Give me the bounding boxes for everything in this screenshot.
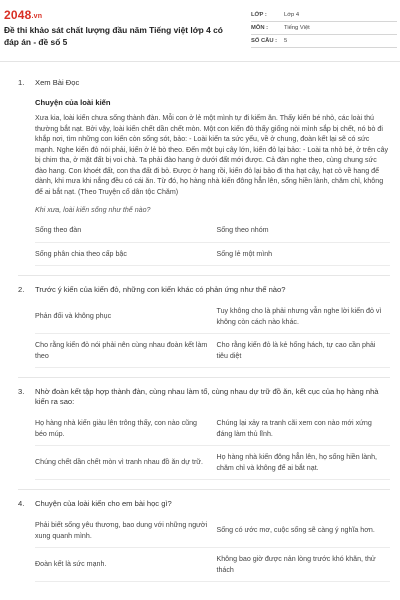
meta-row-count [251, 35, 397, 48]
question-number: 2. [18, 285, 25, 294]
logo-main: 2048 [4, 8, 32, 22]
logo-suffix: .vn [31, 13, 43, 20]
meta-value: Lớp 4 [284, 12, 300, 18]
answer-option[interactable]: Sống theo nhóm [213, 219, 391, 243]
answer-option[interactable]: Tuy không cho là phải nhưng vẫn nghe lời kiến đỏ vì không còn cách nào khác. [213, 300, 391, 334]
question-3-header [18, 387, 390, 407]
question-4-header [18, 499, 390, 509]
question-divider [18, 275, 390, 276]
answer-option[interactable]: Sống theo đàn [35, 219, 213, 243]
meta-row-class [251, 9, 397, 22]
meta-table [251, 9, 397, 48]
question-list [18, 78, 390, 582]
answer-options [35, 300, 390, 368]
passage-text: Xưa kia, loài kiến chưa sống thành đàn. Mỗi con ở lẻ một mình tự đi kiếm ăn. Thấy kiến bé nhỏ, các loài thú thường bắt nạt. Bởi vậy, loài kiến chết dần chết mòn. Một con kiến đỏ thấy giống nòi mình sắp bị chết, nó bò đi khắp nơi, tìm những con kiến còn sống sót, bảo: - Loài kiến ta sức yếu, về ở chung, đoàn kết lại sẽ có sức mạnh. Nghe kiến đỏ nói phải, kiến ở lẻ bò theo. Đến một bụi cây lớn, kiến đỏ lại bảo: - Loài ta nhỏ bé, ở trên cây bị chim tha, ở mặt đất bị voi chà. Ta phải đào hang ở dưới đất mới được. Cả đàn nghe theo, cùng chung sức đào hang. Con khoét đất, con tha đất đi bỏ. Được ở hang rồi, kiến đỏ lại bảo đi tha hạt cây, hạt cỏ về hang để dành, khi mưa khi nắng đều có cái ăn. Từ đó, họ hàng nhà kiến đông hẳn lên, sống hiền lành, chăm chỉ, không để ai bắt nạt. (Theo Truyện cổ dân tộc Chăm) [35, 114, 389, 196]
page-header [0, 0, 400, 56]
site-logo[interactable] [4, 8, 42, 22]
question-divider [18, 489, 390, 490]
header-divider [0, 61, 400, 62]
answer-option[interactable]: Chúng chết dần chết mòn vì tranh nhau đồ ăn dự trữ. [35, 446, 213, 480]
question-text: Nhờ đoàn kết tập hợp thành đàn, cùng nhau làm tổ, cùng nhau dự trữ đồ ăn, kết cục của họ hàng nhà kiến ra sao: [35, 387, 379, 406]
answer-option[interactable]: Cho rằng kiến đỏ là kẻ hống hách, tự cao cần phải tiêu diệt [213, 334, 391, 368]
question-1-header [18, 78, 390, 88]
question-2-header [18, 285, 390, 295]
answer-option[interactable]: Phản đối và không phục [35, 300, 213, 334]
meta-label: MÔN : [251, 25, 269, 31]
answer-options [35, 514, 390, 582]
meta-row-subject [251, 22, 397, 35]
answer-option[interactable]: Không bao giờ được nản lòng trước khó khăn, thử thách [213, 548, 391, 582]
answer-option[interactable]: Chúng lại xảy ra tranh cãi xem con nào mới xứng đáng làm thủ lĩnh. [213, 412, 391, 446]
answer-option[interactable]: Sống phân chia theo cấp bậc [35, 243, 213, 267]
question-text: Xem Bài Đọc [35, 78, 80, 87]
question-number: 3. [18, 387, 25, 396]
answer-option[interactable]: Phải biết sống yêu thương, bao dung với những người xung quanh mình. [35, 514, 213, 548]
answer-option[interactable]: Họ hàng nhà kiến giàu lên trông thấy, con nào cũng béo múp. [35, 412, 213, 446]
answer-option[interactable]: Họ hàng nhà kiến đông hẳn lên, họ sống hiền lành, chăm chỉ và không để ai bắt nạt. [213, 446, 391, 480]
question-number: 4. [18, 499, 25, 508]
answer-option[interactable]: Sống có ước mơ, cuộc sống sẽ càng ý nghĩa hơn. [213, 514, 391, 548]
question-divider [18, 377, 390, 378]
answer-option[interactable]: Sống lẻ một mình [213, 243, 391, 267]
meta-value: Tiếng Việt [284, 25, 310, 31]
answer-options [35, 219, 390, 266]
meta-label: SỐ CÂU : [251, 38, 278, 44]
question-number: 1. [18, 78, 25, 87]
answer-options [35, 412, 390, 480]
sub-question: Khi xưa, loài kiến sống như thế nào? [35, 206, 151, 214]
question-text: Trước ý kiến của kiến đỏ, những con kiến khác có phản ứng như thế nào? [35, 285, 286, 294]
answer-option[interactable]: Cho rằng kiến đỏ nói phải nên cùng nhau đoàn kết làm theo [35, 334, 213, 368]
page-title: Đề thi khảo sát chất lượng đầu năm Tiếng việt lớp 4 có đáp án - đề số 5 [4, 25, 223, 47]
meta-value: 5 [284, 38, 288, 44]
meta-label: LỚP : [251, 12, 267, 18]
answer-option[interactable]: Đoàn kết là sức mạnh. [35, 548, 213, 582]
question-text: Chuyện của loài kiến cho em bài học gì? [35, 499, 172, 508]
passage-title: Chuyện của loài kiến [35, 98, 111, 107]
